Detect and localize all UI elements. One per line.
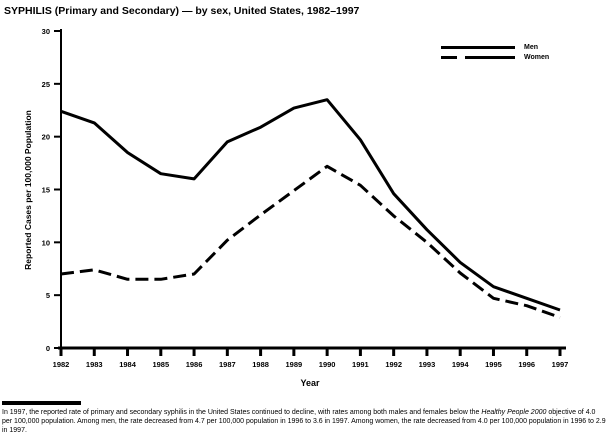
x-tick-label: 1985 — [152, 360, 170, 369]
legend-item-women — [441, 52, 549, 62]
footnote-italic-healthy-people-2000: Healthy People 2000 — [481, 409, 547, 416]
x-tick-label: 1983 — [85, 360, 103, 369]
y-axis-title: Reported Cases per 100,000 Population — [23, 110, 33, 270]
x-tick-label: 1982 — [52, 360, 70, 369]
x-tick-label: 1989 — [285, 360, 303, 369]
y-tick-label: 0 — [45, 344, 50, 353]
legend-label-men: Men — [524, 43, 538, 51]
x-tick-label: 1984 — [119, 360, 136, 369]
x-axis-title: Year — [300, 378, 320, 388]
x-tick-label: 1988 — [252, 360, 269, 369]
x-tick-label: 1987 — [218, 360, 236, 369]
legend — [441, 42, 549, 62]
x-tick-label: 1986 — [185, 360, 203, 369]
x-tick-label: 1996 — [518, 360, 536, 369]
women-dashed-line-sample — [441, 56, 515, 59]
y-tick-label: 20 — [41, 132, 50, 142]
footnote-text — [2, 408, 606, 435]
footnote-rule — [2, 401, 81, 405]
x-tick-label: 1997 — [551, 360, 569, 369]
legend-item-men — [441, 42, 549, 52]
x-tick-label: 1993 — [418, 360, 436, 369]
men-solid-line-sample — [441, 46, 515, 49]
footnote-part-2: objective of 4.0 per 100,000 population. Among men, the rate decreased from 4.7 per 100,000 population in 1996 to 3.6 in 1997. Among women, the rate decreased from 4.0 per 100,000 population in 1996 to 2.9 in 1997. — [2, 409, 606, 435]
x-tick-label: 1992 — [385, 360, 403, 369]
legend-label-women: Women — [524, 53, 550, 61]
x-tick-label: 1994 — [451, 360, 469, 369]
y-tick-label: 15 — [41, 185, 50, 195]
x-tick-label: 1991 — [352, 360, 369, 369]
x-tick-label: 1995 — [485, 360, 502, 369]
women-data-line — [61, 166, 560, 317]
x-tick-label: 1990 — [318, 360, 336, 369]
footnote-part-1: In 1997, the reported rate of primary and secondary syphilis in the United States continued to decline, with rates among both males and females below the — [2, 409, 482, 416]
y-tick-label: 5 — [45, 291, 50, 301]
y-tick-label: 30 — [41, 27, 50, 36]
chart-title: SYPHILIS (Primary and Secondary) — by sex, United States, 1982–1997 — [4, 5, 360, 17]
y-tick-label: 10 — [41, 238, 50, 248]
y-tick-label: 25 — [41, 79, 50, 89]
